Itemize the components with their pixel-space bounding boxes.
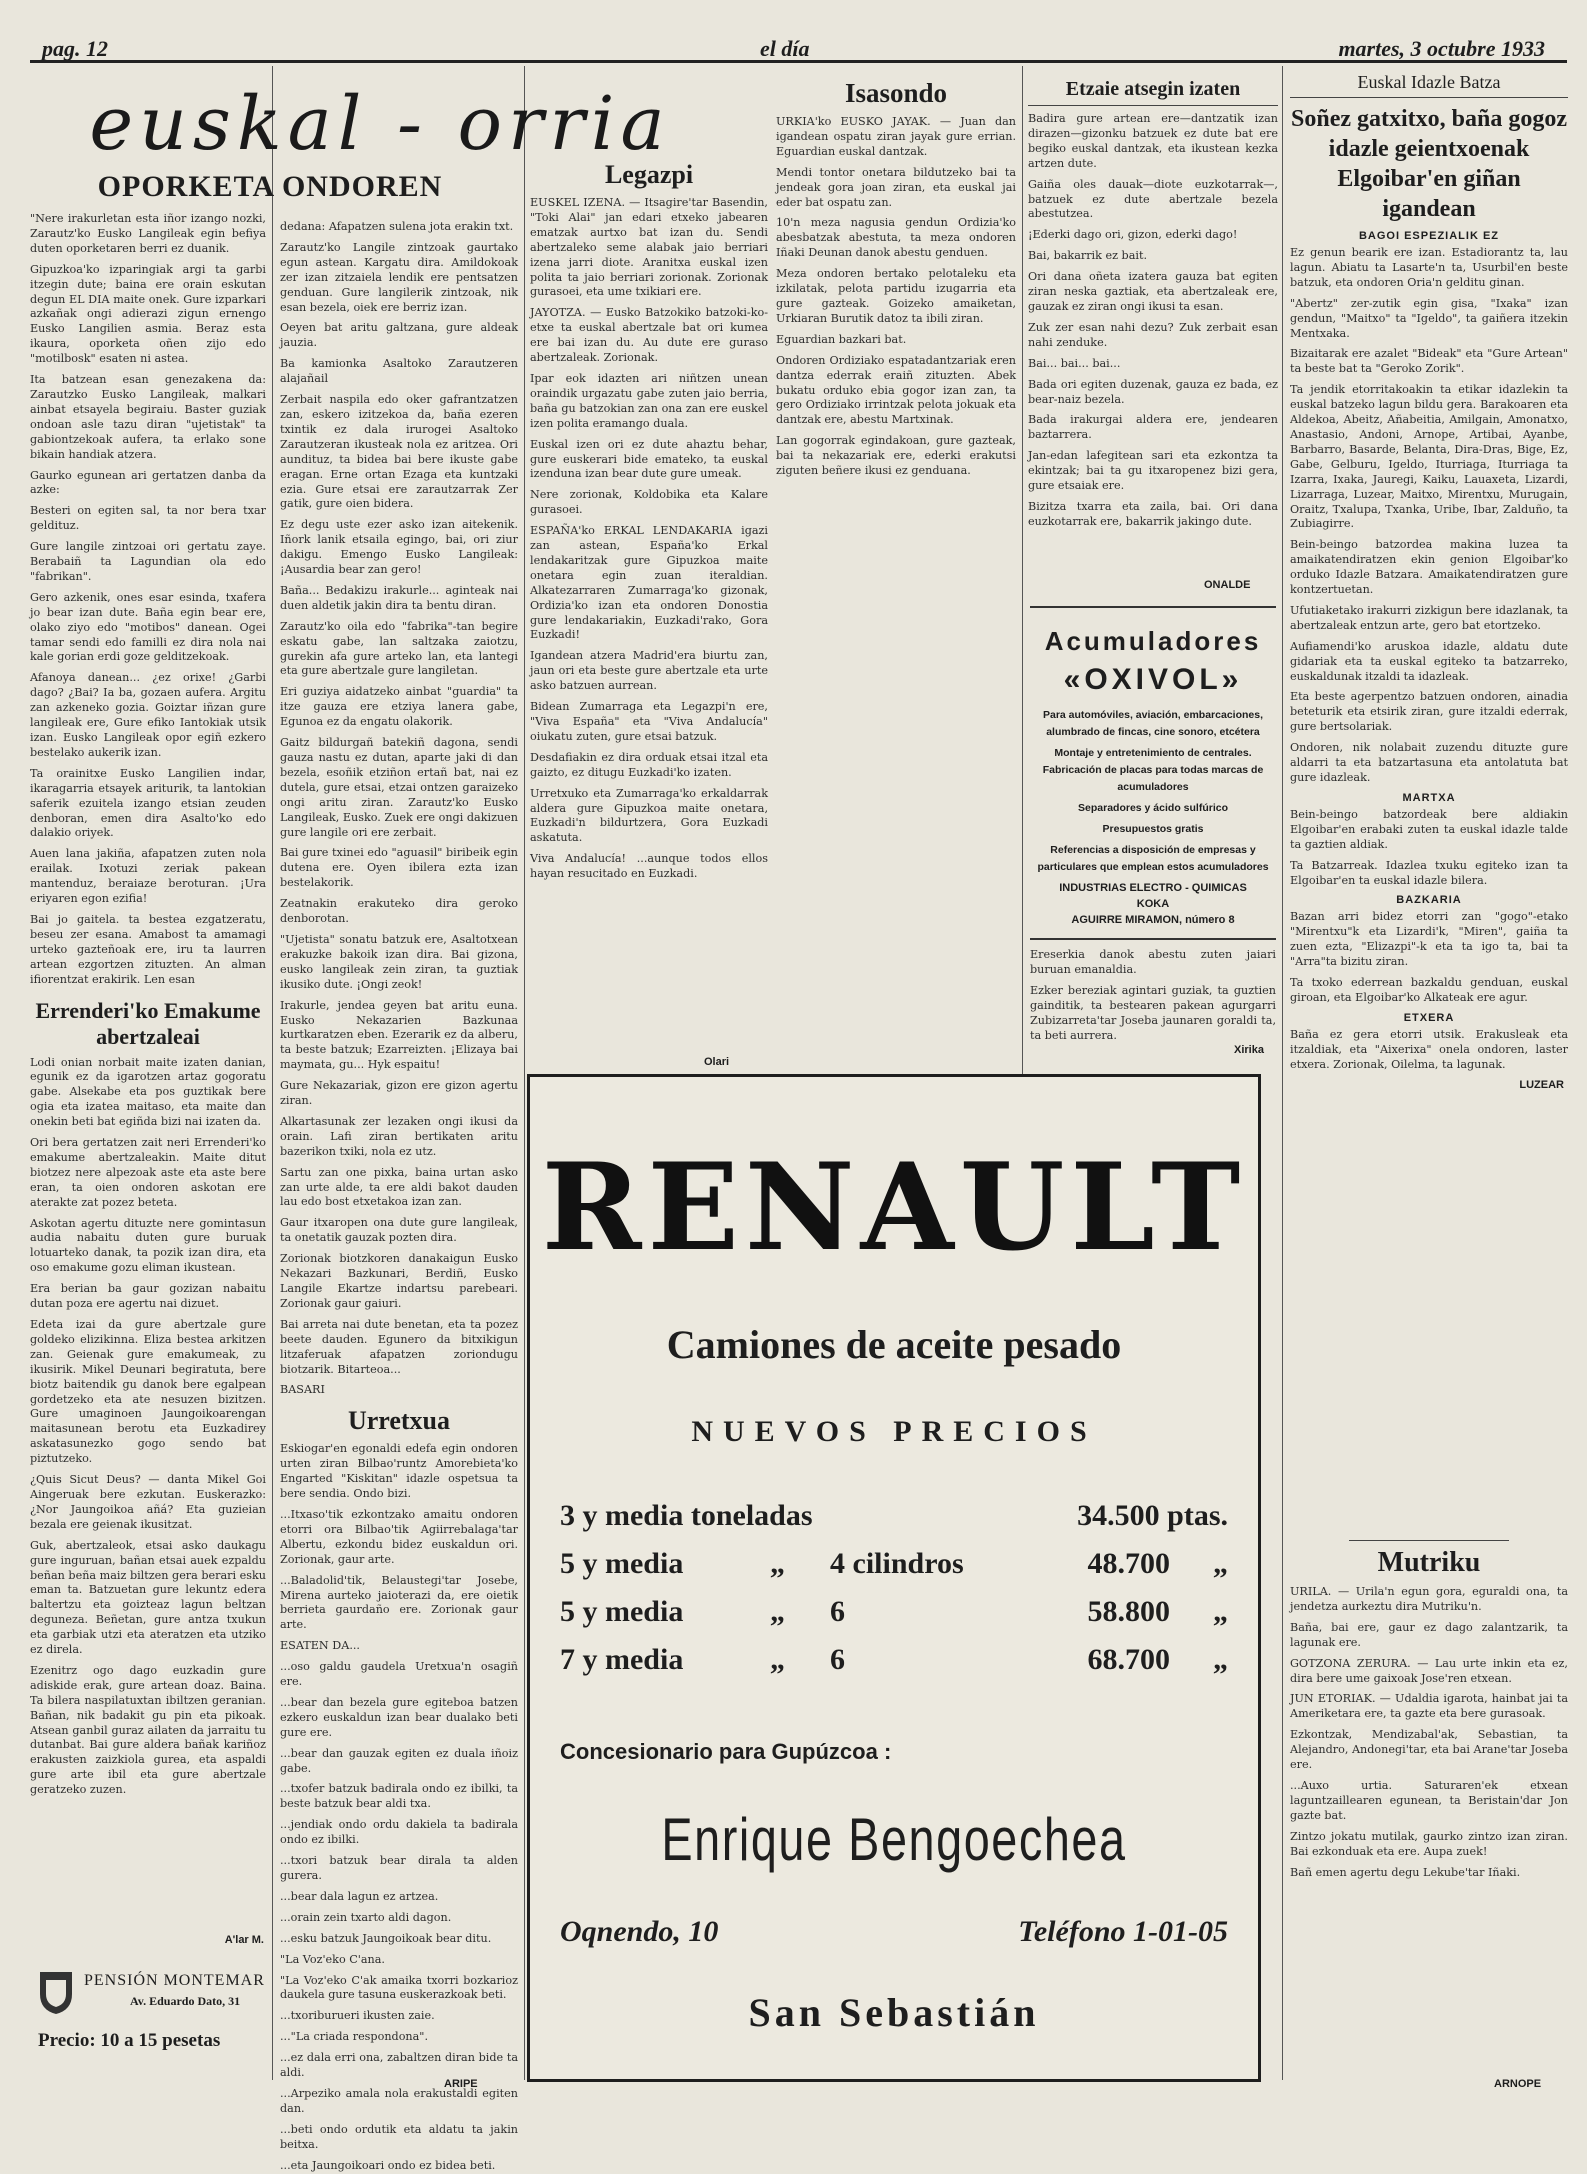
paragraph: ...eta Jaungoikoari ondo ez bidea beti. [280,2158,496,2172]
paragraph: Eskiogar'en egonaldi edefa egin ondoren urten ziran Bilbao'runtz Amorebieta'ko Engarted "Kiskitan" idazle ospetsua ta bere sendia. Ondo bizi. [280,1442,518,1501]
paragraph: "Ujetista" sonatu batzuk ere, Asaltotxean erakuzke bakoik izan dira. Bai gizona, eusko langileak zein ziran, ta guztiak ikusiko dute. ¡Ongi zeok! [280,932,518,991]
article-legazpi-body [530,196,768,882]
oxivol-company: INDUSTRIAS ELECTRO - QUIMICAS [1059,882,1247,894]
paragraph: "La Voz'eko C'ak amaika txorri bozkarioz daukela gure tasuna euskerazkoak beti. [280,1973,518,2002]
renault-city: San Sebastián [748,1990,1040,2035]
paragraph: ...bear dan bezela gure egiteboa batzen ezkero euskaldun izan bear dualako beti gure ere. [280,1695,518,1739]
paragraph: ...Baladolid'tik, Belaustegi'tar Josebe, Mirena aurteko jaioterazi da, ere oietik berrieta gaurdaño ere. Zorionak gaur arte. [280,1573,518,1632]
column-rule [524,66,525,2080]
renault-subtitle: Camiones de aceite pesado [666,1322,1122,1367]
paragraph: Meza ondoren bertako pelotaleku eta izkilatak, pelota partidu izugarria eta gure gazteak. Goizeko amaiketan, Urkiaran Burutik datoz ta ibili ziran. [776,267,1016,325]
price-row-value: 58.800 [1087,1595,1170,1628]
paragraph: Gure langile zintzoai ori gertatu zaye. Berabaiñ ta Lagundian ola edo "fabrikan". [30,540,266,583]
paragraph: ¡Ederki dago ori, gizon, ederki dago! [1028,228,1238,242]
paragraph: Gaurko egunean ari gertatzen danba da azke: [30,468,266,497]
paragraph: ¿Quis Sicut Deus? — danta Mikel Goi Aingeruak bere ezkutan. Euskerazko: ¿Nor Jaungoikoa añá? Eta guzieian bezala ere geienak ikusitzat. [30,1473,266,1531]
header-rule [30,60,1567,63]
paragraph: Ezkontzak, Mendizabal'ak, Sebastian, ta Alejandro, Andonegi'tar, eta bai Arane'tar Joseba ere. [1290,1728,1568,1772]
paragraph: ...bear dala lagun ez artzea. [280,1889,439,1903]
price-row-ditto: „ [1213,1595,1228,1628]
price-row-ditto: „ [770,1547,785,1580]
price-row-label: 7 y media [560,1643,684,1676]
paragraph: Bai... bai... bai... [1028,356,1121,370]
paragraph: EUSKEL IZENA. — Itsagire'tar Basendin, "Toki Alai" jan edari etxeko jabearen ematzak aurtxo bat izan du. Sendi abertzaleko seme alabak jaio berriari izena jarri diote. Aranitxa euskal izen polita ta jaio berriari zorionak. Zorionak gurasoei, eta ume txikiari ere. [530,196,768,299]
paragraph: Ta Batzarreak. Idazlea txuku egiteko izan ta Elgoibar'en ta euskal idazle bilera. [1290,858,1568,887]
paragraph: Baña... Bedakizu irakurle... aginteak nai duen aldetik jakin dira ta bentu diran. [280,583,518,612]
paragraph: Alkartasunak zer lezaken ongi ikusi da orain. Lafi ziran bertikaten aritu bazerikon txiki, nola ez utz. [280,1114,518,1158]
paragraph: Bai, bakarrik ez bait. [1028,249,1148,263]
paragraph: Sartu zan one pixka, baina urtan asko zan urte alde, ta ere aldi bakot dauden lau edo bost etxetakoa izan zan. [280,1165,518,1209]
paragraph: Afanoya danean... ¿ez orixe! ¿Garbi dago? ¿Bai? Ia ba, gozaen aufera. Argitu zan azkeneko gozia. Goiztar iñzan gure langileak ere, Gure efiko Iantokiak utsik izan. Eusko Langileak opor egiñ ezkero bestelako aukerik izan. [30,671,266,759]
paragraph: Eri guziya aidatzeko ainbat "guardia" ta itze gauza ere etziya lanera gabe, Egunoa ez da engatu olakorik. [280,685,518,729]
paragraph: Lodi onian norbait maite izaten danian, egunik ez da igarotzen artaz gogoratu gabe. Alsekabe eta pos guztikak bere ogia eta izatea maitaso, eta maite dan onekin beti bat egiñda bizi nai izaten da. [30,1055,266,1129]
paragraph: ...Arpeziko amala nola erakustaldi egiten dan. [280,2086,518,2115]
paragraph: Bada ori egiten duzenak, gauza ez bada, ez bear-naiz bezela. [1028,377,1278,406]
article-oporketa-body [30,212,266,988]
oxivol-line: Presupuestos gratis [1102,823,1204,835]
price-row-ditto: „ [1213,1643,1228,1676]
column-3 [530,160,768,1062]
paragraph: ...bear dan gauzak egiten ez duala iñoiz gabe. [280,1746,518,1775]
price-row-label: 3 y media toneladas [560,1499,813,1532]
paragraph: Gero azkenik, ones esar esinda, txafera jo bear izan dute. Baña egin bear ere, olako ziyo edo "motibos" danean. Ogei tamar sendi edo familli ez dira nola nai kale gorian erdi goze gelditzekoak. [30,590,266,664]
paragraph: ...ez dala erri ona, zabaltzen diran bide ta aldi. [280,2051,518,2080]
paragraph: "Abertz" zer-zutik egin gisa, "Ixaka" izan gendun, "Maitxo" ta "Igeldo", ta gaiñera itzekin Mentxaka. [1290,296,1568,340]
paragraph: Euskal izen ori ez dute ahaztu behar, gure euskerari bide emateko, ta euskal izenduna izan bear dute gure umeak. [530,437,768,481]
article-martxa-body [1290,808,1568,889]
paragraph: ...esku batzuk Jaungoikoak bear ditu. [280,1931,492,1945]
paragraph: Zerbait naspila edo oker gafrantzatzen zan, eskero izitzekoa da, baña ezeren txintik ez dala irurogei Asaltoko Zarautzeran ikusteak nola ez aritzea. Ori aundituz, ta bidea bai bere ikuste gabe eragan. Erne ortan Ezaga eta kuntzaki ezia. Gure etsai ere zarautzarrak Zer gatik, gure oien bidera. [280,393,518,511]
paragraph: URILA. — Urila'n egun gora, eguraldi ona, ta jendetza aurkeztu dira Mutriku'n. [1290,1585,1568,1613]
etzaie-signature: ONALDE [1204,579,1251,591]
paragraph: Edeta izai da gure abertzale gure goldeko elizikinna. Eliza bestea arkitzen zan. Geienak gure emakumeak, zu ikusirik. Mikel Deunari begiratuta, bere biotz baitendik gu danok bere egalpean gordetzeko eta ate nesuzen bizitzen. Gure umaginoen Jaungoikoarengan maitasunean berotu eta Euzkadirey askatasunezko gogo sendo bat piztutzeko. [30,1318,266,1466]
paragraph: Zintzo jokatu mutilak, gaurko zintzo izan ziran. Bai ezkonduak eta ere. Aupa zuek! [1290,1829,1568,1858]
price-row [560,1547,1228,1581]
price-row-value: 48.700 [1087,1547,1170,1580]
paragraph: Ta txoko ederrean bazkaldu genduan, euskal giroan, eta Elgoibar'ko Alkateak ere agur. [1290,976,1568,1004]
article-oporketa-cont [280,220,518,1398]
pension-ad [30,1930,268,2080]
paragraph: Eguardian bazkari bat. [776,332,907,346]
oxivol-line: Para automóviles, aviación, embarcaciones, alumbrado de fincas, cine sonoro, etcétera [1042,709,1264,738]
paragraph: Ondoren, nik nolabait zuzendu dituzte gure aldarri ta eta batzartasuna eta antolatuta bat gure idazleak. [1290,741,1568,784]
price-row-ditto: „ [770,1643,785,1676]
oxivol-address: AGUIRRE MIRAMON, número 8 [1071,914,1235,926]
headline-isasondo: Isasondo [844,78,948,108]
paragraph: Bai jo gaitela. ta bestea ezgatzeratu, beseu zer esana. Amabost ta amamagi urteko gazteñoak ere, iru ta laurren artean ezgortzen zituzten. An alman ifiorentzat erakirik. Len esan [30,912,266,986]
paragraph: ...oso galdu gaudela Uretxua'n osagiñ ere. [280,1660,518,1689]
article-etxera-body [1290,1028,1568,1073]
mutriku-rule [1349,1540,1509,1541]
paragraph: BASARI [280,1383,325,1397]
subhead-etxera: ETXERA [1403,1011,1455,1024]
article-elgoibar-body [1290,246,1568,786]
3b-signature: Xirika [1234,1044,1264,1056]
paragraph: Gaitz bildurgañ batekiñ dagona, sendi gauza nastu ez dutan, aparte jaki di dan bezela, esoñik etziñon ertañ bat, nai ez dutela, gure etsai, etzai ontzen garaizeko ongi aritu ziran. Zarautz'ko Eusko Langileak, Eusko. Zuek ere ongi dakizuen gure langile ori ere zerbait. [280,736,518,839]
paragraph: Zuk zer esan nahi dezu? Zuk zerbait esan nahi zenduke. [1028,320,1278,349]
oxivol-line: Montaje y entretenimiento de centrales. Fabricación de placas para todas marcas de acumuladores [1042,747,1264,793]
article-bazkaria-body [1290,910,1568,1005]
paragraph: Ezenitrz ogo dago euzkadin gure adiskide erak, gure artean doaz. Baina. Ta bilera naspilatuxtan ibiltzen geranian. Bañan, nik badakit gu pin eta pikoak. Atsean ganbil guraz ailaten da jarraitu tu dutanbat. Bai gure aldera bañak kariñoz erakusten zaizkiola gurea, eta aspaldi gure arte ibil eta gure abertzale geratzeko zuzen. [30,1663,266,1797]
paragraph: Ipar eok idazten ari niñtzen unean oraindik urgazatu gabe zuten jaio berria, baña gu batzokian zan ona zan ere euskel izen polita eramango duala. [530,371,768,430]
paragraph: Bidean Zumarraga eta Legazpi'n ere, "Viva España" eta "Viva Andalucía" oiukatu zuten, gure etsai batzuk. [530,700,768,743]
oxivol-lines [1030,707,1276,876]
paragraph: ...beti ondo ordutik eta aldatu ta jakin beitxa. [280,2122,518,2151]
paragraph: Ondoren Ordiziako espatadantzariak eren dantza ederrak eraiñ zituzten. Abek bukatu orduko ebia gogor izan zan, ta gero Ordiziako irrintzak pelota jokuak eta dantzak ere, abestu Martxinak. [776,353,1016,427]
paragraph: Bada irakurgai aldera ere, jendearen baztarrera. [1028,413,1278,442]
urretxua-signature: ARIPE [444,2078,478,2090]
paragraph: Oeyen bat aritu galtzana, gure aldeak jauzia. [280,321,518,350]
headline-elgoibar: Soñez gatxitxo, baña gogoz idazle geientxoenak Elgoibar'en giñan igandean [1291,106,1567,222]
paragraph: ...orain zein txarto aldi dagon. [280,1910,452,1924]
price-row-ditto: „ [1213,1547,1228,1580]
column-etzaie [1028,70,1278,590]
paragraph: Viva Andalucía! ...aunque todos ellos hayan resucitado en Euzkadi. [530,852,768,881]
paragraph: Ereserkia danok abestu zuten jaiari buruan emanaldia. [1030,948,1276,976]
pension-logo-icon [36,1968,76,2016]
paragraph: Zarautz'ko Langile zintzoak gaurtako egun astean. Kargatu dira. Amildokoak zer izan zitzaiela lendik ere pentsatzen genduan. Gure langilerik zintzoak, nik esan bezela, oiek ere berriz izan. [280,240,518,314]
subhead-bagoi: BAGOI ESPEZIALIK EZ [1358,230,1499,242]
paragraph: Ezker bereziak agintari guziak, ta guztien gainditik, ta bestearen pakean agurgarri Zubizarreta'tar Joseba jaunaren goraldi ta, ta beti aurrera. [1030,983,1276,1042]
subhead-bazkaria: BAZKARIA [1396,894,1462,907]
paragraph: Guk, abertzaleok, etsai asko daukagu gure inguruan, bañan etsai auek ezpaldu beñan beña maiz biltzen gera berari esku eman ta. Batzuetan gure lekuntz edera baltertzu eta goizteaz lagun beltzan deguneza. Beñetan, gure antza txukun eta garbiak utzi eta ateratzen eta utziko ez direla. [30,1538,267,1657]
paragraph: Gure Nekazariak, gizon ere gizon agertu ziran. [280,1079,518,1108]
paragraph: JUN ETORIAK. — Udaldia igarota, hainbat jai ta Ameriketara ere, ta gazte eta bere gurasoak. [1290,1692,1568,1721]
column-rule [272,66,273,2080]
paragraph: Bizitza txarra eta zaila, bai. Ori dana euzkotarrak ere, bakarrik jakingo dute. [1028,499,1278,528]
paragraph: ...jendiak ondo ordu dakiela ta badirala ondo ez ibilki. [280,1818,518,1847]
paragraph: Bazan arri bidez etorri zan "gogo"-etako "Mirentxu"k eta Lizardi'k, "Miren", gaiña ta zuen ezta, "Elizazpi"-k eta ta igo ta, bai ta "Arra"ta bizitu ziran. [1290,910,1568,969]
paragraph: Bai gure txinei edo "aguasil" biribeik egin dutena ere. Oyen ibilera ezta izan bestelakorik. [280,846,518,890]
paragraph: Urretxuko eta Zumarraga'ko erkaldarrak aldera gure Gipuzkoa maite onetara, Euzkadi'n bildurtzera, Gora Euzkadi askatuta. [530,786,768,845]
article-errenderi-body [30,1056,266,1799]
page-number: pag. 12 [42,36,108,61]
price-row-ditto: „ [770,1595,785,1628]
paragraph: Ufutiaketako irakurri zizkigun bere idazlanak, ta abertzaleak entzun arte, gero bat etortzeko. [1290,603,1568,632]
paragraph: Zorionak biotzkoren danakaigun Eusko Nekazari Bazkunari, Berdiñ, Eusko Langile Ekartze indartsu parebeari. Zorionak gaur gaiuri. [280,1252,518,1310]
pension-name: PENSIÓN MONTEMAR [84,1972,265,1989]
column-rule [1282,66,1283,2080]
paragraph: ESPAÑA'ko ERKAL LENDAKARIA igazi zan astean, España'ko Erkal lendakaritzak gure Gipuzkoa maite onetara egin zuan iteraldian. Alkatezarraren Zumarraga'ko gizonak, Ordizia'ko izan eta ondoren Donostia gure lendakariakin, Euzkadi'rako, Gora Euzkadi! [530,524,768,642]
price-row-value: 68.700 [1087,1643,1170,1676]
paragraph: Aufiamendi'ko aruskoa idazle, aldatu dute gidariak eta ta euskal egiteko ta batzarreko, euskaldunak itzaldi ta idazleak. [1290,639,1568,683]
price-row-cylinders: 6 [830,1595,845,1628]
headline-etzaie: Etzaie atsegin izaten [1028,78,1278,106]
paragraph: ...txori batzuk bear dirala ta alden gurera. [280,1854,518,1882]
price-row [560,1643,1228,1677]
section-masthead [40,81,720,167]
paragraph: URKIA'ko EUSKO JAYAK. — Juan dan igandean ospatu ziran jayak gure errian. Eguardian euskal dantzak. [776,115,1016,158]
elgoibar-signature: LUZEAR [1519,1078,1564,1091]
article-urretxua-body [280,1442,518,2173]
paragraph: Ita batzean esan genezakena da: Zarautzko Eusko Langileak, malkari ainbat etsayela begiraiu. Baster guziak ondoan asle tazu diran "ujetistak" ta gabiontzekoak aufera, ta erlako sone bikain handiak atzera. [30,373,266,461]
paragraph: Gipuzkoa'ko izparingiak argi ta garbi itzegin dute; baina ere orain eskutan degun EL DIA maite onek. Gure izparkari azkañak ongi adierazi zigun ernengo Eusko Langilien asmia. Beraz esta ikaura, oporketa oñen zijo edo "motilbosk" esaten ni astea. [30,262,266,366]
paragraph: Bai arreta nai dute benetan, eta ta pozez beete dauden. Egunero da bitxikigun litzaferuak afapatzen zoriondugu biotzarik. Bitarteoa... [280,1317,518,1376]
price-row-label: 5 y media [560,1547,684,1580]
paragraph: Askotan agertu dituzte nere gomintasun audia nabaitu duten gure buruak lotuarteko danak, ta pozik izan dira, eta oso emakume gozu eliman ikustean. [30,1216,266,1275]
paragraph: ...txoriburueri ikusten zaie. [280,2009,435,2023]
paragraph: Ba kamionka Asaltoko Zarautzeren alajañail [280,357,518,386]
paragraph: Nere zorionak, Koldobika eta Kalare gurasoei. [530,488,768,517]
renault-brand: RENAULT [541,1137,1247,1278]
paragraph: 10'n meza nagusia gendun Ordizia'ko abesbatzak abestuta, ta meza ondoren Iñaki Deunan danok abestu genduen. [776,216,1016,260]
paragraph: Ori bera gertatzen zait neri Errenderi'ko emakume abertzaleakin. Maite ditut biotzez nere alpezoak aste eta aste bere eran, ta oien ondoren askotan ere aterakte zat pozez beteta. [30,1136,266,1209]
paragraph: Zarautz'ko oila edo "fabrika"-tan begire eskatu gabe, lan saltzaka zaiotzu, gurekin afa gure arteko lan, eta lantegi eta gure abertzale gure langiletan. [280,619,518,678]
paragraph: Bein-beingo batzordeak bere aldiakin Elgoibar'en erabaki zuten ta euskal idazle talde ta gaztien aldiak. [1290,807,1568,851]
renault-street: Oqnendo, 10 [560,1915,719,1948]
legazpi-signature: Olari [704,1056,730,1068]
price-row-label: 5 y media [560,1595,684,1628]
renault-ad [527,1074,1261,2082]
price-row [560,1499,1228,1533]
price-row-cylinders: 6 [830,1643,845,1676]
price-row-cylinders: 4 cilindros [830,1547,964,1580]
paragraph: GOTZONA ZERURA. — Lau urte inkin eta ez, dira bere ume gaixoak Jose'ren etxean. [1290,1656,1568,1685]
article-isasondo-body [776,115,1016,479]
price-row [560,1595,1228,1629]
headline-urretxua: Urretxua [347,1406,451,1436]
oxivol-line: Separadores y ácido sulfúrico [1078,802,1228,814]
paragraph: JAYOTZA. — Eusko Batzokiko batzoki-ko-etxe ta euskal abertzale bat ori kumea ere bai izan du. Au dute ere guraso abertzaleak. Zorionak. [530,306,768,365]
price-row-value: 34.500 ptas. [1077,1499,1228,1532]
errenderi-signature: A'lar M. [224,1934,264,1946]
paragraph: Bein-beingo batzordea makina luzea ta amaikatendiratzen ekin genion Elgoibar'ko orduko Idazle Batzara. Amaikatendiratzen gure kontzertuetan. [1290,538,1568,597]
article-3b-body [1030,948,1276,1043]
paragraph: Baña, bai ere, gaur ez dago zalantzarik, ta lagunak ere. [1290,1620,1568,1649]
mutriku-article [1290,1540,1568,2080]
pension-price: Precio: 10 a 15 pesetas [38,2030,221,2051]
renault-concesionario: Concesionario para Gupúzcoa : [560,1739,892,1764]
paragraph: Igandean atzera Madrid'era biurtu zan, jaun ori eta beste gure abertzale eta urte asko batzuen aurrean. [530,649,768,693]
article-etzaie-body [1028,112,1278,530]
headline-mutriku: Mutriku [1377,1547,1481,1578]
headline-legazpi: Legazpi [604,160,694,189]
paragraph: Ori dana oñeta izatera gauza bat egiten ziran neska gaztiak, eta abertzaleak ere, gauzak ez ziran ongi ikusi ta esan. [1028,270,1278,313]
oxivol-brand: «OXIVOL» [1063,663,1243,696]
column-isasondo [776,70,1016,1070]
paragraph: Jan-edan lafegitean sari eta ezkontza ta ekintzak; bai ta gu itxaropenez bizi gera, gure etsaiak ere. [1028,449,1278,493]
masthead-title: euskal - orria [89,81,671,167]
paragraph: Bizaitarak ere azalet "Bideak" eta "Gure Artean" ta beste bat ta "Geroko Zorik". [1290,347,1568,376]
paragraph: Bañ emen agertu degu Lekube'tar Iñaki. [1290,1865,1521,1879]
oxivol-title: Acumuladores [1044,626,1262,656]
renault-nuevos-precios: NUEVOS PRECIOS [691,1415,1097,1448]
headline-oporketa: OPORKETA ONDOREN [97,170,443,203]
article-mutriku-body [1290,1585,1568,1880]
renault-dealer: Enrique Bengoechea [661,1806,1127,1873]
paragraph: Lan gogorrak egindakoan, gure gazteak, bai ta nekazariak ere, ederki erakutsi ziguten beñere ikusi ez genduana. [776,434,1016,478]
paragraph: ESATEN DA... [280,1639,360,1653]
paragraph: Baña ez gera etorri utsik. Erakusleak eta itzaldiak, eta "Aixerixa" onela ondoren, laster etxera. Zorionak, Oilelma, ta lagunak. [1290,1027,1568,1071]
mutriku-signature: ARNOPE [1494,2078,1542,2090]
paragraph: Auen lana jakiña, afapatzen zuten nola erailak. Ixotuzi zeriak pakean mantenduz, beraiaze beroturan. ¡Ura eriyaren egon ezifia! [30,847,266,906]
paragraph: ..."La criada respondona". [280,2030,429,2044]
paragraph: Ez genun bearik ere izan. Estadiorantz ta, lau lagun. Abiatu ta Lasarte'n ta, Usurbil'en beste batzuk, eta ondoren Oria'n gelditu ginan. [1290,246,1568,289]
pension-address: Av. Eduardo Dato, 31 [130,1994,241,2008]
oxivol-company-2: KOKA [1136,898,1170,910]
paragraph: dedana: Afapatzen sulena jota erakin txt. [280,220,514,233]
paragraph: Ta jendik etorritakoakin ta etikar idazlekin ta euskal batzeko lagun bildu gera. Barakoaren eta Aldekoa, Abeitz, Añabeitia, Amilgain, Amonatxo, Anastasio, Andoni, Arnope, Artibai, Ayanbe, Barbarro, Basarde, Belanta, Dira-Dras, Bige, Ez, Gabe, Gelburu, Igeldo, Iturriaga, Iturriaga ta Izarra, Ixaka, Jauregi, Kaiku, Lauaxeta, Lizardi, Lizarraga, Luzear, Maitxo, Mirentxu, Murugain, Oraitz, Txalupa, Txanka, Uribe, Ibar, Zalduño, ta Zubiagirre. [1290,383,1568,531]
headline-errenderi: Errenderi'ko Emakume abertzaleai [35,997,261,1049]
paragraph: Mendi tontor onetara bildutzeko bai ta jendeak gora joan ziran, eta euskal jai eder bat ospatu zan. [776,165,1016,209]
paragraph: ...txofer batzuk badirala ondo ez ibilki, ta beste batzuk bear aldi txa. [280,1782,518,1811]
paragraph: ...Itxaso'tik ezkontzako amaitu ondoren etorri ora Bilbao'tik Agiirrebalaga'tar Albertu, ezkondu bidez euskaldun ori. Zorionak, gaur arte. [280,1507,518,1566]
paragraph: Badira gure artean ere—dantzatik izan dirazen—gizonku batzuek ez dute bat ere begiko euskal dantzak, eta ikustean kezka artzen dute. [1028,112,1278,170]
paragraph: "La Voz'eko C'ana. [280,1952,385,1966]
issue-date: martes, 3 octubre 1933 [1338,36,1545,61]
paragraph: Zeatnakin erakuteko dira geroko denborotan. [280,897,518,926]
paragraph: ...Auxo urtia. Saturaren'ek etxean laguntzaillearen egunean, ta Beristain'dar Jon gazte bat. [1290,1778,1568,1822]
paragraph: Gaur itxaropen ona dute gure langileak, ta onetatik gauzak pozten dira. [280,1216,518,1245]
paragraph: Ta orainitxe Eusko Langilien indar, ikaragarria etsayek ariturik, ta lantokian saferik ezuitela izango etsian zeuden denboran, emen dira Asalto'ko edo dalakio oriyek. [30,766,266,840]
paragraph: Irakurle, jendea geyen bat aritu euna. Eusko Nekazarien Bazkunaa kurtkaratzen eben. Ezerarik ez da alberu, ta beste batzuk; Ezarreizten. ¡Elizaya bai maymata, gu... Hyk espaitu! [280,998,518,1072]
headline-idazle-batza: Euskal Idazle Batza [1290,72,1568,98]
paragraph: Besteri on egiten sal, ta nor bera txar geldituz. [30,504,266,533]
paragraph: Ez degu uste ezer asko izan aitekenik. Iñork lanik etsaila egingo, bai, ori ziur dakigu. Emengo Eusko Langileak: ¡Ausardia bear zan gero! [280,518,518,577]
subhead-martxa: MARTXA [1402,791,1456,804]
paragraph: Eta beste agerpentzo batzuen ondoren, ainadia beteturik eta etsirik ziran, gure itzaldi ederrak, gure bertsolariak. [1290,690,1568,734]
newspaper-name: el día [760,36,810,61]
paragraph: Gaiña oles dauak—diote euzkotarrak—, batzuek ez dute abertzale bezela abestutzea. [1028,177,1278,221]
renault-phone: Teléfono 1-01-05 [1018,1915,1228,1948]
oxivol-ad [1030,606,1276,940]
paragraph: "Nere irakurletan esta iñor izango nozki, Zarautz'ko Eusko Langileak egin befiya duten oporketaren berri ez duanik. [30,212,266,255]
oxivol-line: Referencias a disposición de empresas y particulares que emplean estos acumuladores [1037,844,1269,873]
paragraph: Desdafiakin ez dira orduak etsai itzal eta gaizto, ez ditugu Euzkadi'ko izaten. [530,750,768,779]
paragraph: Era berian ba gaur gozizan nabaitu dutan poza ere agertu nai dizuet. [30,1282,266,1311]
column-3b [1030,948,1276,1058]
